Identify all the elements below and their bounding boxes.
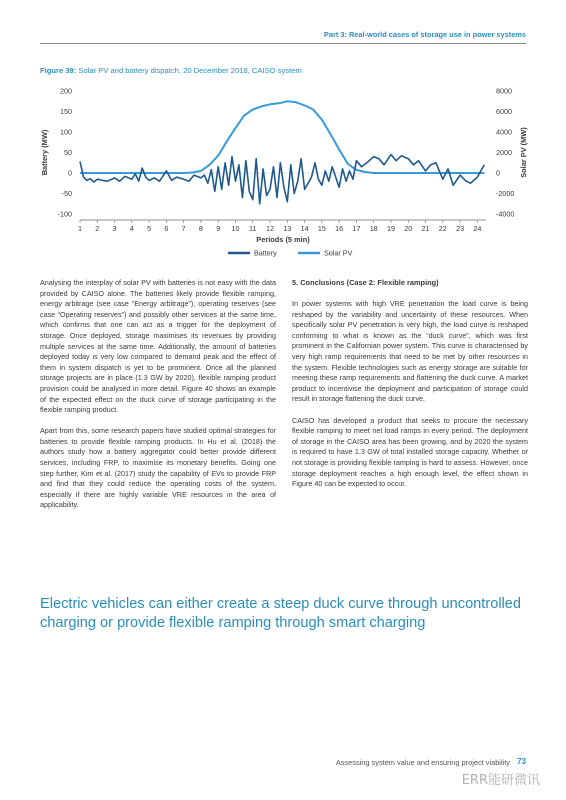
y-right-tick-label: 2000 bbox=[496, 148, 512, 157]
y-left-tick-label: 200 bbox=[60, 86, 72, 96]
y-right-tick-label: 6000 bbox=[496, 107, 512, 116]
dispatch-chart bbox=[0, 0, 566, 270]
x-tick-label: 12 bbox=[266, 224, 275, 233]
left-paragraph-1: Analysing the interplay of solar PV with batteries is not easy with the data provided by CAISO alone. The batteries likely provide flexible ramping, energy arbitrage (see case “Energy arbitrage”), operating reserves (see case “Operating reserves”) and possibly other services at the same time, which confirms that one can act as a trigger for the deployment of storage. Once deployed, storage maximises its revenues by providing multiple services at the same time. Additionally, the amount of batteries deployed today is very low compared to demand peak and the effect of them in system dispatch is yet to be prominent. Once all the planned storage projects are in place (1.3 GW by 2020), flexible ramping product provision could be analysed in more detail. Figure 40 shows an example of the expected effect on the duck curve of storage participating in the flexible ramping product. bbox=[40, 278, 276, 415]
y-right-tick-label: 0 bbox=[496, 168, 500, 178]
x-tick-label: 1 bbox=[78, 224, 82, 233]
y-left-tick-label: -50 bbox=[61, 189, 72, 198]
y-right-tick-label: 8000 bbox=[496, 86, 512, 96]
left-column bbox=[40, 278, 276, 521]
legend-label-solar-pv: Solar PV bbox=[324, 248, 353, 258]
y-left-axis-label: Battery (MW) bbox=[40, 129, 49, 176]
y-right-tick-label: -4000 bbox=[496, 209, 515, 219]
y-left-tick-label: 0 bbox=[68, 168, 72, 178]
x-tick-label: 18 bbox=[369, 224, 378, 233]
x-tick-label: 21 bbox=[421, 224, 430, 233]
y-right-tick-label: 4000 bbox=[496, 127, 512, 137]
y-left-tick-label: -100 bbox=[57, 209, 72, 219]
x-tick-label: 9 bbox=[216, 224, 221, 233]
footer-text: Assessing system value and ensuring project viability bbox=[335, 758, 510, 767]
x-tick-label: 14 bbox=[300, 224, 309, 233]
x-tick-label: 19 bbox=[386, 224, 395, 233]
x-tick-label: 7 bbox=[181, 224, 186, 233]
series-line-solar-pv bbox=[80, 101, 484, 173]
x-tick-label: 15 bbox=[317, 224, 326, 233]
y-left-tick-label: 50 bbox=[64, 148, 72, 157]
x-tick-label: 4 bbox=[129, 224, 134, 233]
right-column bbox=[292, 278, 528, 500]
x-tick-label: 17 bbox=[352, 224, 361, 233]
x-tick-label: 23 bbox=[456, 224, 465, 233]
y-left-tick-label: 150 bbox=[60, 107, 72, 116]
right-paragraph-2: CAISO has developed a product that seeks to procure the necessary flexible ramping to meet net load ramps in every period. The deployment of storage in the CAISO area has been growing, and by 2020 the system is required to have 1.3 GW of total installed storage capacity. Whether or not storage is providing flexible ramping is hard to assess. However, once storage deployment reaches a high enough level, the effect shown in Figure 40 can be expected to occur. bbox=[292, 415, 528, 489]
x-tick-label: 6 bbox=[164, 224, 169, 233]
watermark: ERR能研微讯 bbox=[461, 773, 540, 788]
x-tick-label: 2 bbox=[95, 224, 100, 233]
x-tick-label: 3 bbox=[112, 224, 117, 233]
figure-label: Figure 39: bbox=[40, 66, 77, 75]
x-tick-label: 22 bbox=[438, 224, 447, 233]
series-line-battery bbox=[80, 155, 484, 204]
page-number: 73 bbox=[517, 757, 526, 766]
right-paragraph-1: In power systems with high VRE penetration the load curve is being reshaped by the variability and uncertainty of these resources. When specifically solar PV penetration is very high, the load curve is reshaped conforming to what is known as the “duck curve”, which was first prominent in the Californian power system. This curve is characterised by very high ramp requirements that need to be met by other resources in the system. Flexible technologies such as energy storage are suitable for meeting these ramp requirements and flattening the duck curve. A market product to incentivise the deployment and participation of storage could result in storage flattening the duck curve. bbox=[292, 299, 528, 404]
conclusions-heading: 5. Conclusions (Case 2: Flexible ramping) bbox=[292, 278, 439, 287]
x-tick-label: 13 bbox=[283, 224, 292, 233]
x-tick-label: 11 bbox=[249, 224, 257, 233]
x-tick-label: 16 bbox=[335, 224, 344, 233]
left-paragraph-2: Apart from this, some research papers have studied optimal strategies for batteries to provide flexible ramping products. In Hu et al. (2018) the authors study how a battery aggregator could better provide different services, including FRP, to maximise its monetary benefits. Going one step further, Kim et al. (2017) study the capability of EVs to provide FRP and find that they could reduce the operating costs of the system, especially if there are highly variable VRE resources in the area of applicability. bbox=[40, 426, 276, 510]
x-tick-label: 10 bbox=[231, 224, 240, 233]
x-tick-label: 8 bbox=[198, 224, 203, 233]
y-right-axis-label: Solar PV (MW) bbox=[519, 127, 528, 178]
figure-title: Solar PV and battery dispatch, 20 December 2018, CAISO system bbox=[78, 66, 302, 75]
y-left-tick-label: 100 bbox=[60, 127, 72, 137]
pull-quote: Electric vehicles can either create a steep duck curve through uncontrolled charging or provide flexible ramping through smart charging bbox=[40, 596, 522, 631]
x-tick-label: 24 bbox=[473, 224, 482, 233]
x-axis-label: Periods (5 min) bbox=[256, 235, 310, 244]
x-tick-label: 5 bbox=[147, 224, 152, 233]
y-right-tick-label: -2000 bbox=[496, 189, 515, 198]
legend-label-battery: Battery bbox=[254, 248, 277, 258]
section-title: Part 3: Real-world cases of storage use in power systems bbox=[323, 30, 526, 39]
x-tick-label: 20 bbox=[404, 224, 413, 233]
